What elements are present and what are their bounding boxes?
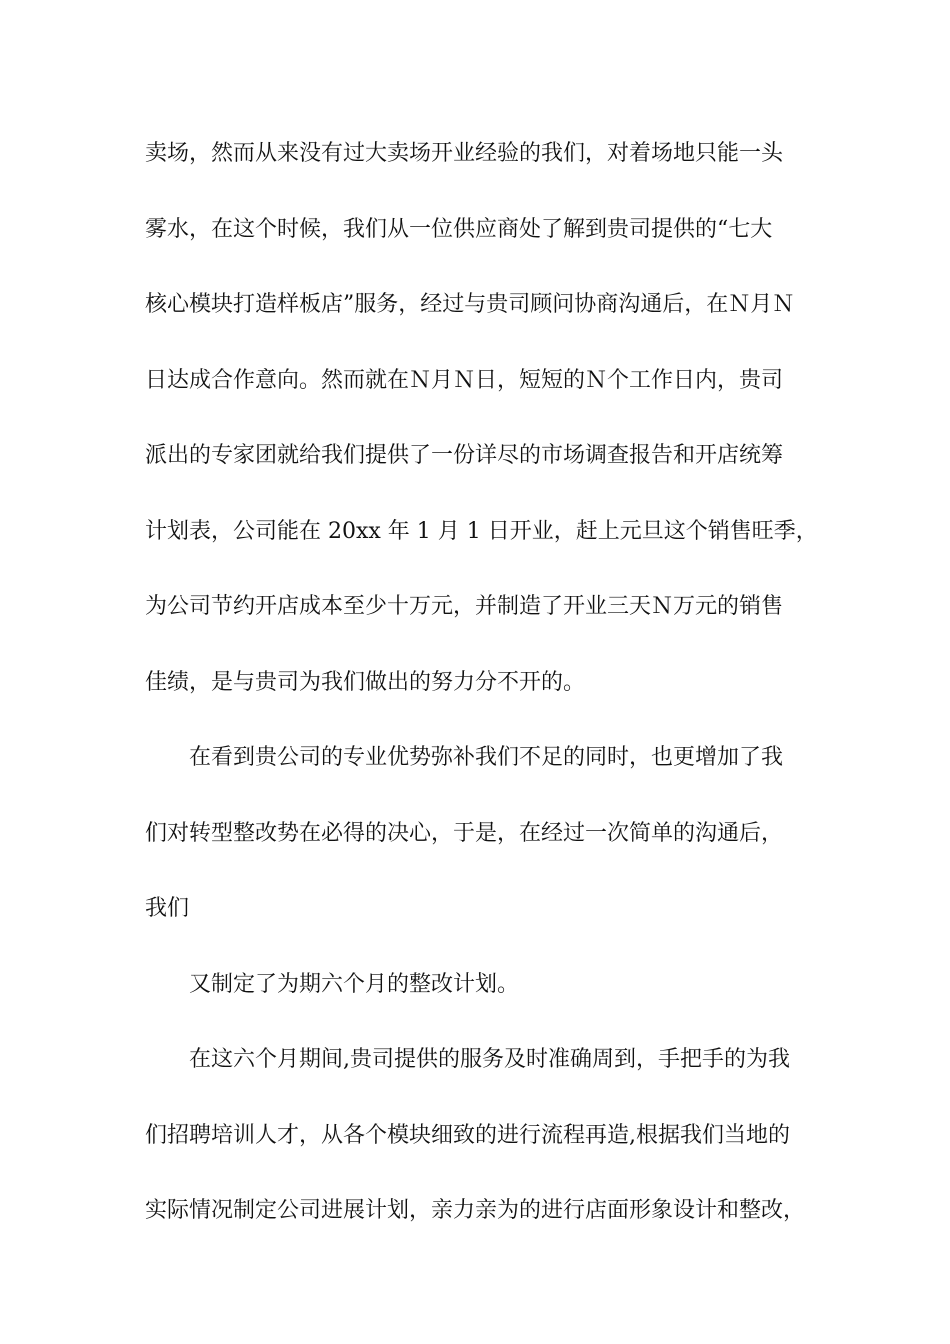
paragraph-start-line: 又制定了为期六个月的整改计划。 [189, 971, 520, 997]
text-line: 核心模块打造样板店”服务，经过与贵司顾问协商沟通后，在Ｎ月Ｎ [145, 292, 795, 317]
text-line: 我们 [145, 896, 190, 921]
text-line: 卖场，然而从来没有过大卖场开业经验的我们，对着场地只能一头 [145, 141, 784, 166]
text-line: 们对转型整改势在必得的决心，于是，在经过一次简单的沟通后， [145, 820, 784, 846]
paragraph-start-line: 在看到贵公司的专业优势弥补我们不足的同时，也更增加了我 [189, 745, 784, 770]
text-line: 为公司节约开店成本至少十万元，并制造了开业三天Ｎ万元的销售 [145, 594, 784, 619]
text-line: 雾水，在这个时候，我们从一位供应商处了解到贵司提供的“七大 [145, 216, 773, 242]
text-line: 日达成合作意向。然而就在Ｎ月Ｎ日，短短的Ｎ个工作日内，贵司 [145, 367, 784, 393]
text-line: 计划表，公司能在 20xx 年 1 月 1 日开业，赶上元旦这个销售旺季， [145, 518, 818, 544]
document-body [145, 136, 825, 1269]
text-line: 实际情况制定公司进展计划，亲力亲为的进行店面形象设计和整改， [145, 1198, 806, 1223]
text-line: 派出的专家团就给我们提供了一份详尽的市场调查报告和开店统筹 [145, 443, 784, 468]
text-line: 们招聘培训人才，从各个模块细致的进行流程再造,根据我们当地的 [145, 1122, 790, 1148]
text-line: 佳绩，是与贵司为我们做出的努力分不开的。 [145, 669, 586, 695]
paragraph-start-line: 在这六个月期间,贵司提供的服务及时准确周到，手把手的为我 [189, 1047, 790, 1072]
